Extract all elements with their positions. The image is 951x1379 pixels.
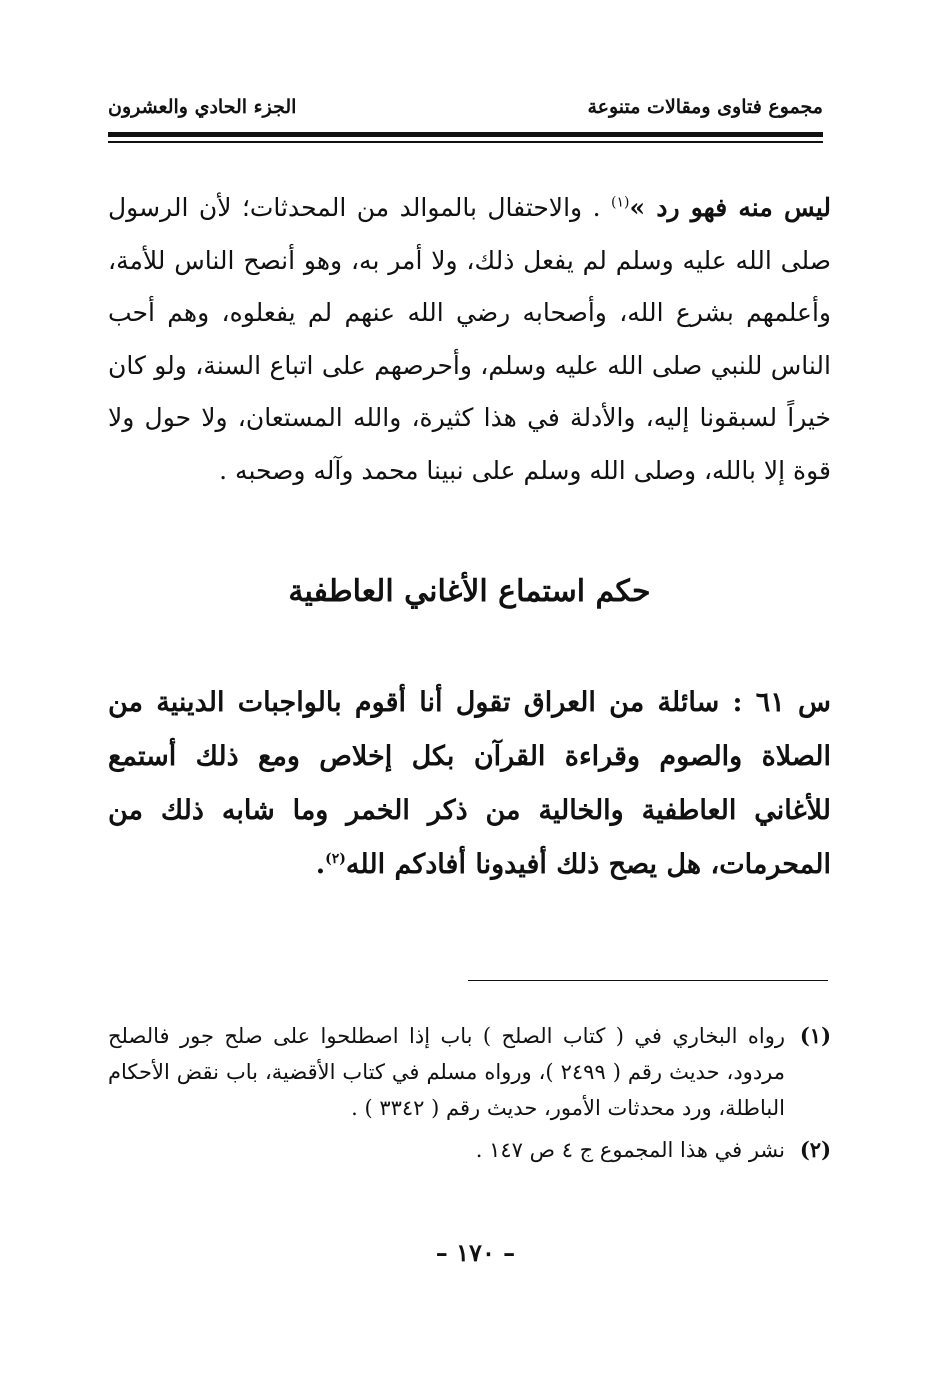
question-paragraph	[108, 676, 831, 892]
book-title: مجموع فتاوى ومقالات متنوعة	[587, 96, 823, 118]
volume-label: الجزء الحادي والعشرون	[108, 96, 297, 118]
footnotes	[108, 1018, 831, 1174]
footnote-separator	[468, 980, 828, 981]
footnote-item	[108, 1132, 831, 1168]
question-end: .	[315, 849, 326, 880]
footnote-ref-2[interactable]: (٢)	[325, 851, 346, 867]
footnote-item	[108, 1018, 831, 1126]
question-text: س ٦١ : سائلة من العراق تقول أنا أقوم بالواجبات الدينية من الصلاة والصوم وقراءة القرآن بكل إخلاص ومع ذلك أستمع للأغاني العاطفية والخالية من ذكر الخمر وما شابه ذلك من المحرمات، هل يصح ذلك أفيدونا أفادكم الله	[108, 687, 831, 880]
body-continuation: . والاحتفال بالموالد من المحدثات؛ لأن الرسول صلى الله عليه وسلم لم يفعل ذلك، ولا أمر به، وهو أنصح الناس للأمة، وأعلمهم بشرع الله، وأصحابه رضي الله عنهم لم يفعلوه، وهم أحب الناس للنبي صلى الله عليه وسلم، وأحرصهم على اتباع السنة، ولو كان خيراً لسبقونا إليه، والأدلة في هذا كثيرة، والله المستعان، ولا حول ولا قوة إلا بالله، وصلى الله وسلم على نبينا محمد وآله وصحبه .	[108, 193, 831, 485]
body-paragraph	[108, 182, 831, 497]
footnote-number: (٢)	[799, 1137, 831, 1162]
footnote-text: رواه البخاري في ( كتاب الصلح ) باب إذا اصطلحوا على صلح جور فالصلح مردود، حديث رقم ( ٢٤٩٩ )، ورواه مسلم في كتاب الأقضية، باب نقض الأحكام الباطلة، ورد محدثات الأمور، حديث رقم ( ٣٣٤٢ ) .	[108, 1024, 785, 1120]
footnote-text: نشر في هذا المجموع ج ٤ ص ١٤٧ .	[475, 1138, 785, 1162]
page-number: – ١٧٠ –	[435, 1238, 516, 1267]
header-rule-thick	[108, 132, 823, 137]
hadith-ending: ليس منه فهو رد »	[629, 193, 831, 222]
footnote-ref-1[interactable]: (١)	[611, 194, 630, 211]
running-header	[108, 96, 823, 126]
section-heading: حكم استماع الأغاني العاطفية	[288, 574, 651, 609]
footnote-number: (١)	[799, 1023, 831, 1048]
header-rule-thin	[108, 141, 823, 143]
